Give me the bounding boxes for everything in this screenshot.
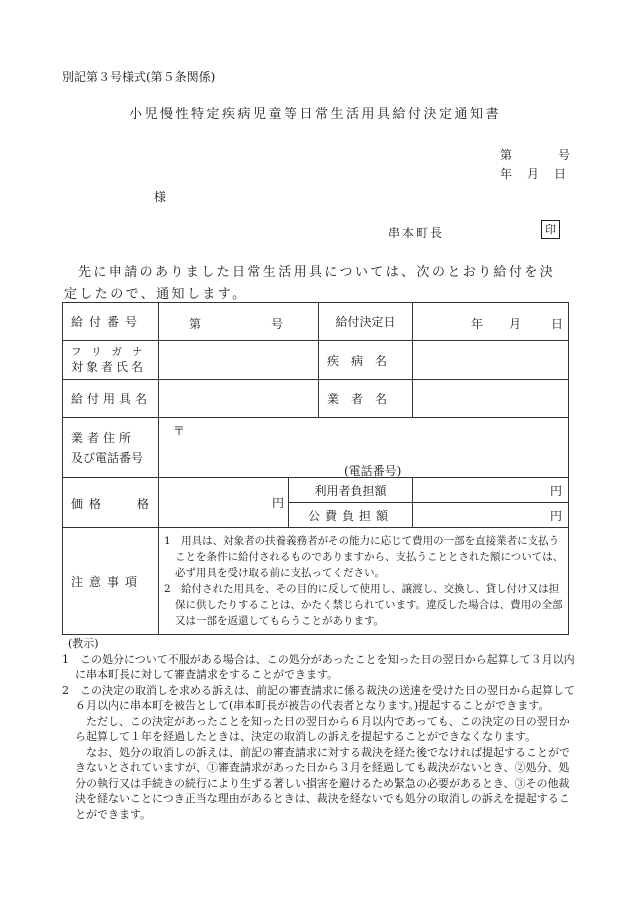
tel-label: (電話番号) [344, 464, 402, 478]
kakaku-value: 円 [159, 478, 289, 528]
date-day: 日 [554, 167, 567, 181]
riyosha-label: 利用者負担額 [289, 478, 413, 503]
row-taisho [63, 341, 569, 380]
chui-1: 1 用具は、対象者の扶養義務者がその能力に応じて費用の一部を直接業者に支払うことを条件に給付されるものでありますから、支払うこととされた額については、必ず用具を受け取る前に支払ってください。 [164, 535, 564, 579]
yogu-label: 給付用具名 [63, 380, 159, 418]
decision-table [62, 302, 569, 635]
chui-label: 注意事項 [63, 528, 159, 635]
note-4: なお、処分の取消しの訴えは、前記の審査請求に対する裁決を経た後でなければ提起することができないとされていますが、①審査請求があった日から３月を経過しても裁決がないとき、②処分、処分の執行又は手続きの続行により生ずる著しい損害を避けるため緊急の必要があるとき、③その他裁決を経ないことにつき正当な理由があるときは、裁決を経ないでも処分の取消しの訴えを提起することができます。 [75, 745, 570, 821]
note-3: ただし、この決定があったことを知った日の翌日から６月以内であっても、この決定の日の翌日から起算して１年を経過したときは、決定の取消しの訴えを提起することができなくなります。 [75, 714, 570, 743]
date-year: 年 [500, 167, 513, 181]
kettei-bi-label: 給付決定日 [319, 303, 413, 341]
row-chui [63, 528, 569, 635]
note-2: 2 この決定の取消しを求める訴えは、前記の審査請求に係る裁決の送達を受けた日の翌日から起算して６月以内に串本町を被告として(串本町長が被告の代表者となります。)提起することができます。 [62, 683, 575, 712]
kyufu-bango-label: 給付番号 [63, 303, 159, 341]
instruction-notes [62, 636, 580, 822]
jusho-label: 業者住所 及び電話番号 [63, 418, 159, 478]
kettei-bi-value: 年 月 日 [413, 303, 569, 341]
postal-mark: 〒 [173, 424, 186, 438]
jusho-value [159, 418, 569, 478]
issuer-name: 串本町長 [388, 226, 445, 240]
kakaku-label-2: 格 [137, 497, 156, 511]
kakaku-label: 価格 格 [63, 478, 159, 528]
riyosha-value: 円 [413, 478, 569, 503]
number-go: 号 [558, 148, 571, 162]
row-jusho [63, 418, 569, 478]
gyosha-value [413, 380, 569, 418]
form-note: 別記第３号様式(第５条関係) [62, 70, 216, 84]
chui-2: 2 給付された用具を、その目的に反して使用し、譲渡し、交換し、貸し付け又は担保に供したりすることは、かたく禁じられています。違反した場合は、費用の全部又は一部を返還してもらうことがあります。 [164, 583, 563, 627]
document-title: 小児慢性特定疾病児童等日常生活用具給付決定通知書 [128, 107, 501, 122]
gyosha-label: 業者名 [319, 380, 413, 418]
chui-text [159, 528, 569, 635]
shippei-label: 疾病名 [319, 341, 413, 380]
kyufu-bango-value: 第 号 [159, 303, 319, 341]
row-yogu [63, 380, 569, 418]
addressee-sama: 様 [154, 190, 167, 204]
body-text: 先に申請のありました日常生活用具については、次のとおり給付を決定したので、通知します。 [64, 265, 556, 302]
taisho-label: フリガナ 対象者氏名 [63, 341, 159, 380]
row-kyufu-bango [63, 303, 569, 341]
kohi-label: 公費負担額 [289, 503, 413, 528]
shippei-value [413, 341, 569, 380]
note-1: 1 この処分について不服がある場合は、この処分があったことを知った日の翌日から起算して３月以内に串本町長に対して審査請求をすることができます。 [62, 652, 575, 681]
kohi-value: 円 [413, 503, 569, 528]
taisho-value [159, 341, 319, 380]
notes-heading: (教示) [68, 637, 99, 650]
row-kakaku-1 [63, 478, 569, 503]
number-dai: 第 [500, 148, 513, 162]
date-month: 月 [527, 167, 540, 181]
yogu-value [159, 380, 319, 418]
seal-mark: 印 [541, 220, 560, 239]
